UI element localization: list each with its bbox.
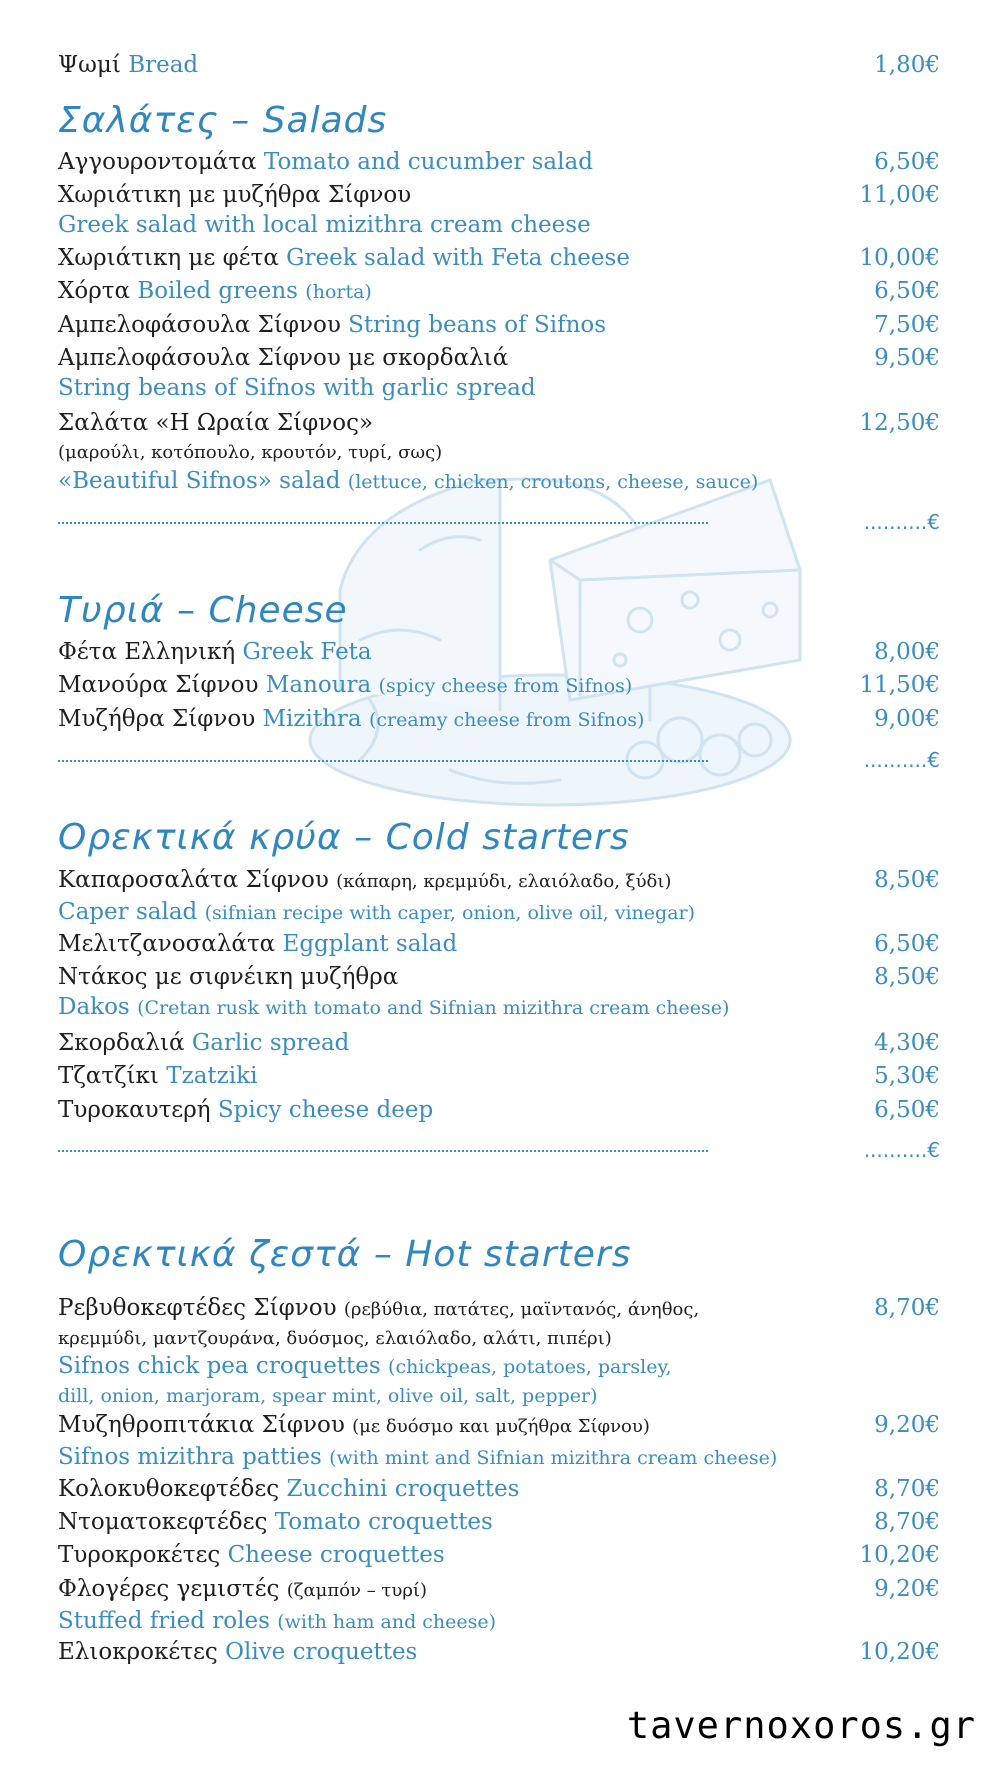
item-english-name: Tzatziki: [166, 1063, 258, 1089]
item-price: 1,80€: [874, 52, 940, 78]
item-price: 9,50€: [874, 345, 940, 371]
item-english-name: Garlic spread: [191, 1030, 350, 1056]
item-english-name: Greek salad with Feta cheese: [286, 245, 630, 271]
menu-item: [58, 1637, 940, 1667]
item-greek-name: Σαλάτα «Η Ωραία Σίφνος»: [58, 410, 374, 436]
dotted-fill-line: [58, 760, 708, 762]
item-english-name: Greek salad with local mizithra cream cheese: [58, 212, 591, 238]
section-heading-cold-starters: Ορεκτικά κρύα – Cold starters: [58, 817, 630, 858]
item-greek-name: Σκορδαλιά: [58, 1030, 185, 1056]
item-english-name: Caper salad: [58, 899, 198, 925]
item-price: 9,20€: [874, 1412, 940, 1438]
site-watermark: tavernoxoros.gr: [615, 1700, 988, 1752]
item-greek-note: κρεμμύδι, μαντζουράνα, δυόσμος, ελαιόλαδο, αλάτι, πιπέρι): [58, 1328, 612, 1349]
menu-item: [58, 1507, 940, 1537]
item-english-name: String beans of Sifnos with garlic spread: [58, 375, 536, 401]
item-english-name: Greek Feta: [242, 639, 372, 665]
section-heading-cheese: Τυριά – Cheese: [58, 590, 348, 631]
item-english-note: (with ham and cheese): [277, 1611, 497, 1633]
menu-item: [58, 147, 940, 177]
section-heading-hot-starters: Ορεκτικά ζεστά – Hot starters: [58, 1234, 632, 1275]
item-english-note: (creamy cheese from Sifnos): [368, 709, 645, 731]
item-greek-name: Αγγουροντομάτα: [58, 149, 257, 175]
item-price: 8,00€: [874, 639, 940, 665]
item-greek-name: Χωριάτικη με μυζήθρα Σίφνου: [58, 182, 412, 208]
item-greek-name: Ρεβυθοκεφτέδες Σίφνου: [58, 1295, 337, 1321]
item-english-name: String beans of Sifnos: [348, 312, 607, 338]
blank-price: ..........€: [863, 1138, 940, 1162]
item-price: 7,50€: [874, 312, 940, 338]
item-greek-name: Μελιτζανοσαλάτα: [58, 931, 276, 957]
item-english-name: Mizithra: [262, 706, 362, 732]
item-english-name: Boiled greens: [137, 278, 298, 304]
menu-item: [58, 962, 940, 1023]
menu-item-bread: [58, 50, 940, 80]
item-english-note: (lettuce, chicken, croutons, cheese, sauce): [347, 471, 759, 493]
item-greek-name: Αμπελοφάσουλα Σίφνου: [58, 312, 341, 338]
item-english-name: Tomato croquettes: [274, 1509, 493, 1535]
item-greek-name: Κολοκυθοκεφτέδες: [58, 1476, 280, 1502]
dotted-fill-line: [58, 522, 708, 524]
item-price: 9,20€: [874, 1576, 940, 1602]
menu-item: [58, 1095, 940, 1125]
item-english-note: dill, onion, marjoram, spear mint, olive oil, salt, pepper): [58, 1385, 598, 1407]
item-english-name: Manoura: [265, 672, 372, 698]
item-greek-name: Ψωμί: [58, 52, 121, 78]
menu-item: [58, 670, 940, 701]
item-greek-note: (ζαμπόν – τυρί): [286, 1580, 427, 1601]
item-english-name: Spicy cheese deep: [217, 1097, 434, 1123]
blank-price: ..........€: [863, 748, 940, 772]
item-price: 9,00€: [874, 706, 940, 732]
item-price: 8,50€: [874, 964, 940, 990]
item-english-name: «Beautiful Sifnos» salad: [58, 468, 341, 494]
menu-item: [58, 637, 940, 667]
item-price: 6,50€: [874, 931, 940, 957]
item-greek-name: Φέτα Ελληνική: [58, 639, 236, 665]
item-english-note: (chickpeas, potatoes, parsley,: [388, 1356, 672, 1378]
menu-item: [58, 929, 940, 959]
item-english-name: Stuffed fried roles: [58, 1608, 270, 1634]
item-english-name: Sifnos chick pea croquettes: [58, 1353, 381, 1379]
section-heading-salads: Σαλάτες – Salads: [58, 100, 388, 141]
item-english-name: Zucchini croquettes: [286, 1476, 520, 1502]
item-greek-name: Τυροκροκέτες: [58, 1542, 221, 1568]
menu-item: [58, 1540, 940, 1570]
item-price: 8,50€: [874, 867, 940, 893]
item-price: 6,50€: [874, 278, 940, 304]
item-greek-name: Ελιοκροκέτες: [58, 1639, 218, 1665]
item-greek-note: (ρεβύθια, πατάτες, μαϊντανός, άνηθος,: [343, 1299, 700, 1320]
item-price: 10,20€: [859, 1639, 940, 1665]
item-english-name: Eggplant salad: [282, 931, 458, 957]
dotted-fill-line: [58, 1150, 708, 1152]
item-greek-name: Μανούρα Σίφνου: [58, 672, 259, 698]
item-greek-note: (με δυόσμο και μυζήθρα Σίφνου): [352, 1416, 650, 1437]
item-english-name: Tomato and cucumber salad: [263, 149, 593, 175]
menu-item: [58, 243, 940, 273]
item-greek-name: Μυζήθρα Σίφνου: [58, 706, 256, 732]
menu-item: [58, 1474, 940, 1504]
item-greek-name: Ντοματοκεφτέδες: [58, 1509, 268, 1535]
item-english-note: (Cretan rusk with tomato and Sifnian mizithra cream cheese): [137, 997, 730, 1019]
item-greek-name: Χόρτα: [58, 278, 130, 304]
menu-item: [58, 180, 940, 240]
item-price: 8,70€: [874, 1295, 940, 1321]
menu-item: [58, 343, 940, 403]
item-greek-note: (κάπαρη, κρεμμύδι, ελαιόλαδο, ξύδι): [336, 871, 672, 892]
menu-item: [58, 704, 940, 735]
item-english-name: Cheese croquettes: [227, 1542, 445, 1568]
item-greek-name: Αμπελοφάσουλα Σίφνου με σκορδαλιά: [58, 345, 509, 371]
item-english-name: Bread: [128, 52, 199, 78]
item-greek-name: Καπαροσαλάτα Σίφνου: [58, 867, 329, 893]
item-english-note: (horta): [305, 281, 372, 303]
item-greek-name: Μυζηθροπιτάκια Σίφνου: [58, 1412, 345, 1438]
item-price: 12,50€: [859, 410, 940, 436]
menu-item: [58, 276, 940, 307]
item-english-name: Olive croquettes: [225, 1639, 418, 1665]
item-english-note: (spicy cheese from Sifnos): [378, 675, 633, 697]
item-price: 6,50€: [874, 1097, 940, 1123]
item-english-name: Dakos: [58, 994, 130, 1020]
item-greek-name: Τυροκαυτερή: [58, 1097, 211, 1123]
menu-item: [58, 1574, 940, 1637]
item-greek-name: Τζατζίκι: [58, 1063, 159, 1089]
menu-item: [58, 1293, 940, 1409]
menu-item: [58, 408, 940, 497]
item-english-name: Sifnos mizithra patties: [58, 1444, 322, 1470]
menu-item: [58, 865, 940, 928]
item-greek-name: Ντάκος με σιφνέικη μυζήθρα: [58, 964, 399, 990]
item-price: 11,00€: [859, 182, 940, 208]
item-price: 11,50€: [859, 672, 940, 698]
menu-item: [58, 1061, 940, 1091]
item-greek-name: Φλογέρες γεμιστές: [58, 1576, 280, 1602]
item-price: 5,30€: [874, 1063, 940, 1089]
item-price: 4,30€: [874, 1030, 940, 1056]
item-price: 6,50€: [874, 149, 940, 175]
item-price: 10,00€: [859, 245, 940, 271]
menu-item: [58, 1410, 940, 1473]
item-english-note: (sifnian recipe with caper, onion, olive oil, vinegar): [204, 902, 696, 924]
item-price: 8,70€: [874, 1509, 940, 1535]
item-price: 8,70€: [874, 1476, 940, 1502]
item-greek-note: (μαρούλι, κοτόπουλο, κρουτόν, τυρί, σως): [58, 442, 443, 463]
item-english-note: (with mint and Sifnian mizithra cream cheese): [329, 1447, 778, 1469]
item-price: 10,20€: [859, 1542, 940, 1568]
menu-item: [58, 1028, 940, 1058]
item-greek-name: Χωριάτικη με φέτα: [58, 245, 279, 271]
blank-price: ..........€: [863, 510, 940, 534]
menu-item: [58, 310, 940, 340]
